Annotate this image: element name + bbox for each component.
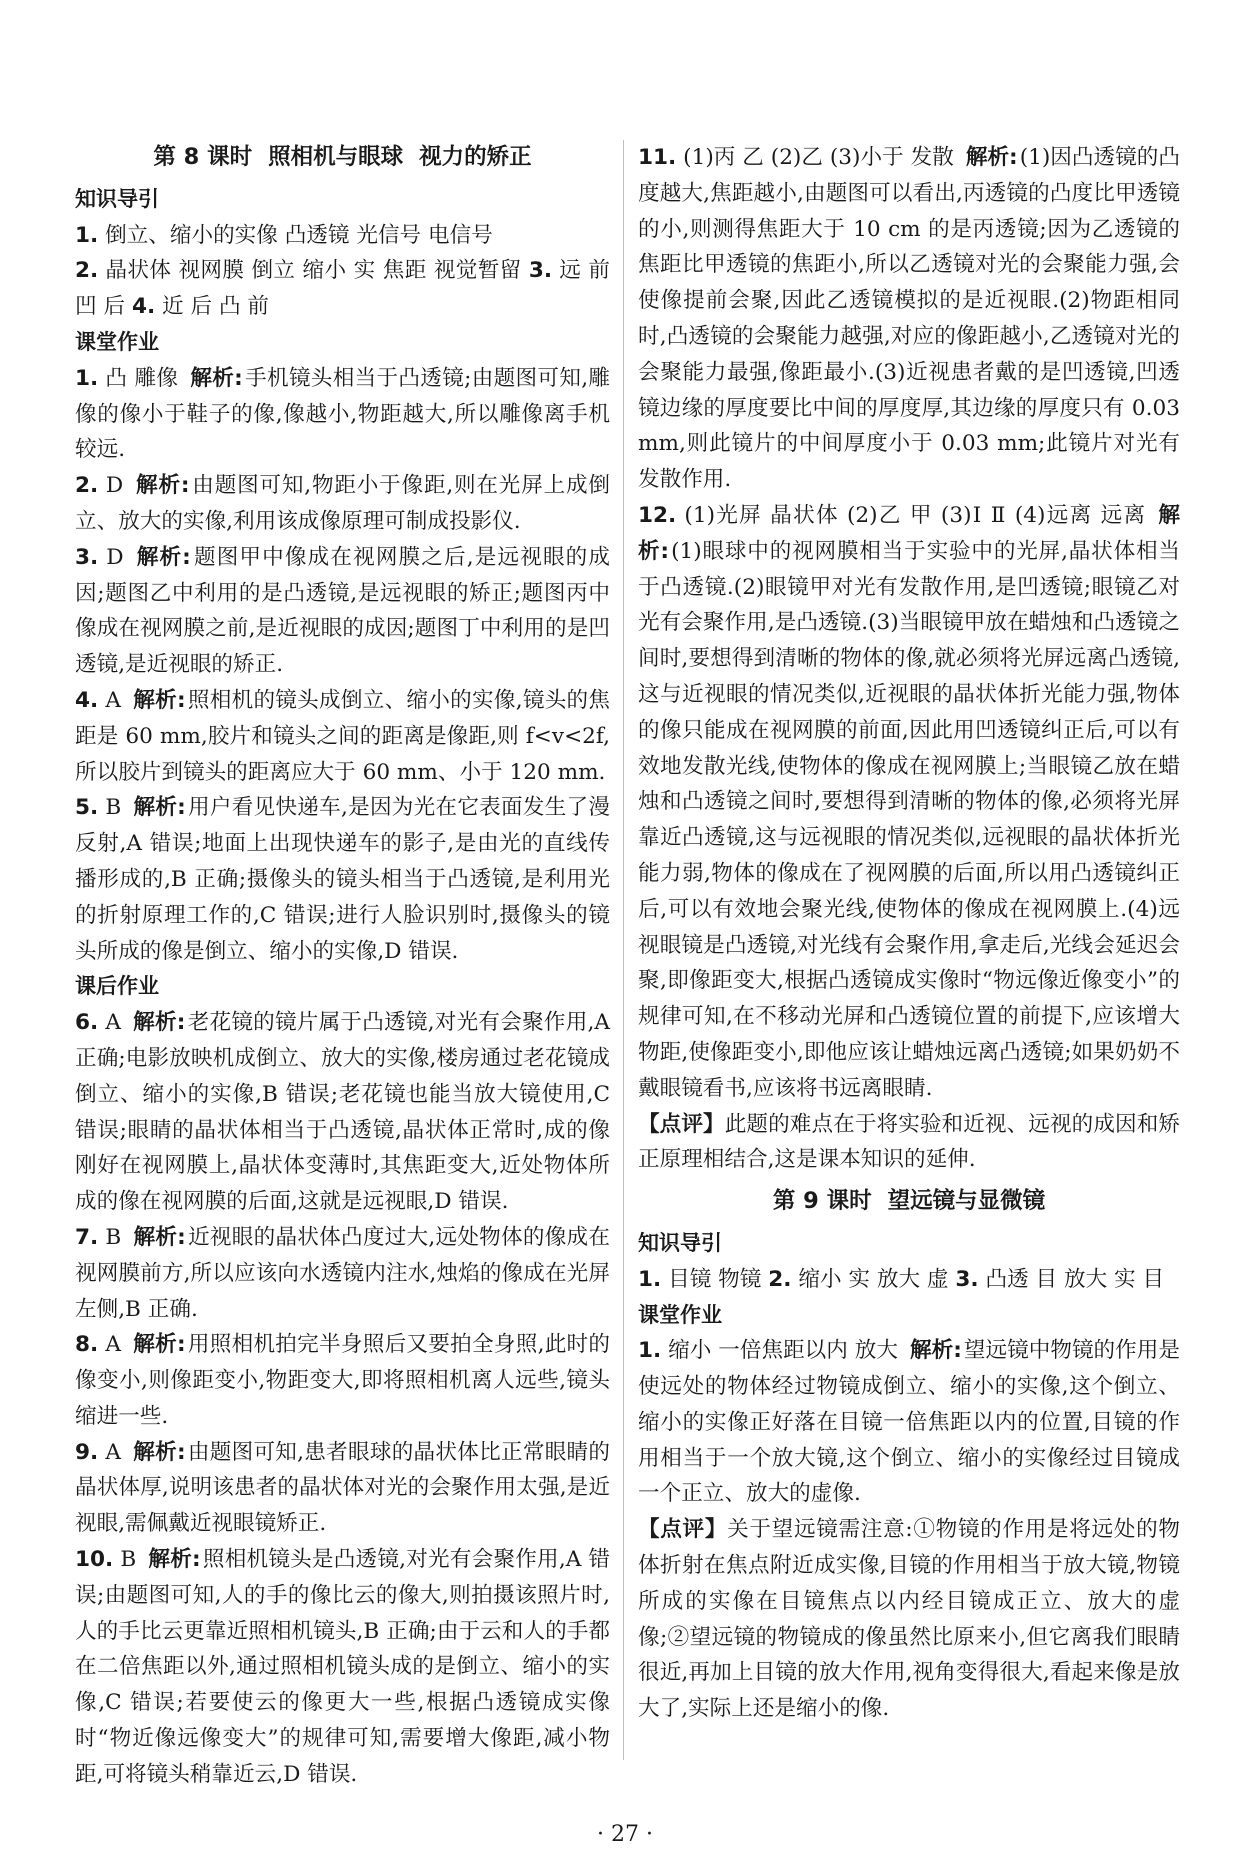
answer-item: 10. B 解析:照相机镜头是凸透镜,对光有会聚作用,A 错误;由题图可知,人的手的像比云的像大,则拍摄该照片时,人的手比云更靠近照相机镜头,B 正确;由于云和人的手都在二倍焦距以外,通过照相机镜头成的是倒立、缩小的实像,C 错误;若要使云的像更大一些,根据凸透镜成实像时“物近像远像变大”的规律可知,需要增大像距,减小物距,可将镜头稍靠近云,D 错误. (75, 1547, 610, 1787)
lesson9-knowledge: 1. 目镜 物镜 2. 缩小 实 放大 虚 3. 凸透 目 放大 实 目 (638, 1266, 1165, 1292)
lesson8-knowledge-line-2: 2. 晶状体 视网膜 倒立 缩小 实 焦距 视觉暂留 3. 远 前 凹 后 4. 近 后 凸 前 (75, 258, 611, 320)
answer-item: 3. D 解析:题图甲中像成在视网膜之后,是远视眼的成因;题图乙中利用的是凸透镜,是远视眼的矫正;题图丙中像成在视网膜之前,是近视眼的成因;题图丁中利用的是凹透镜,是近视眼的矫正. (75, 544, 611, 678)
lesson9-knowledge-heading: 知识导引 (638, 1230, 722, 1255)
lesson8-title-number: 第 8 课时 (153, 144, 253, 170)
lesson8-title-part2: 照相机与眼球 (268, 144, 404, 170)
answer-item: 8. A 解析:用照相机拍完半身照后又要拍全身照,此时的像变小,则像距变小,物距变大,即将照相机离人远些,镜头缩进一些. (75, 1332, 611, 1429)
answer-item: 4. A 解析:照相机的镜头成倒立、缩小的实像,镜头的焦距是 60 mm,胶片和镜头之间的距离是像距,则 f<v<2f,所以胶片到镜头的距离应大于 60 mm、小于 120 mm. (75, 687, 611, 785)
lesson9-classwork-heading: 课堂作业 (638, 1302, 722, 1327)
lesson9-comment: 【点评】关于望远镜需注意:①物镜的作用是将远处的物体折射在焦点附近成实像,目镜的作用相当于放大镜,物镜所成的实像在目镜焦点以内经目镜成正立、放大的虚像;②望远镜的物镜成的像虽然比原来小,但它离我们眼睛很近,再加上目镜的放大作用,视角变得很大,看起来像是放大了,实际上还是缩小的像. (638, 1517, 1180, 1722)
answer-item: 6. A 解析:老花镜的镜片属于凸透镜,对光有会聚作用,A 正确;电影放映机成倒立、放大的实像,楼房通过老花镜成倒立、缩小的实像,B 错误;老花镜也能当放大镜使用,C 错误;眼睛的晶状体相当于凸透镜,晶状体正常时,成的像刚好在视网膜上,晶状体变薄时,其焦距变大,近处物体所成的像在视网膜的后面,这就是远视眼,D 错误. (75, 1010, 610, 1215)
answer-item: 1. 缩小 一倍焦距以内 放大 解析:望远镜中物镜的作用是使远处的物体经过物镜成倒立、缩小的实像,这个倒立、缩小的实像正好落在目镜一倍焦距以内的位置,目镜的作用相当于一个放大镜,这个倒立、缩小的实像经过目镜成一个正立、放大的虚像. (638, 1338, 1180, 1507)
answer-item: 12. (1)光屏 晶状体 (2)乙 甲 (3)Ⅰ Ⅱ (4)远离 远离 解析:(1)眼球中的视网膜相当于实验中的光屏,晶状体相当于凸透镜.(2)眼镜甲对光有发散作用,是凹透镜;眼镜乙对光有会聚作用,是凸透镜.(3)当眼镜甲放在蜡烛和凸透镜之间时,要想得到清晰的物体的像,就必须将光屏远离凸透镜,这与近视眼的情况类似,近视眼的晶状体折光能力强,物体的像只能成在视网膜的前面,因此用凹透镜纠正后,可以有效地发散光线,使物体的像成在视网膜上;当眼镜乙放在蜡烛和凸透镜之间时,要想得到清晰的物体的像,必须将光屏靠近凸透镜,这与远视眼的情况类似,远视眼的晶状体折光能力弱,物体的像成在了视网膜的后面,所以用凸透镜纠正后,可以有效地会聚光线,使物体的像成在视网膜上.(4)远视眼镜是凸透镜,对光线有会聚作用,拿走后,光线会延迟会聚,即像距变大,根据凸透镜成实像时“物远像近像变小”的规律可知,在不移动光屏和凸透镜位置的前提下,应该增大物距,使像距变小,即他应该让蜡烛远离凸透镜;如果奶奶不戴眼镜看书,应该将书远离眼睛. (638, 502, 1181, 1101)
lesson9-title-part2: 望远镜与显微镜 (887, 1188, 1046, 1215)
left-column (75, 140, 610, 1793)
answer-item: 11. (1)丙 乙 (2)乙 (3)小于 发散 解析:(1)因凸透镜的凸度越大,焦距越小,由题图可以看出,丙透镜的凸度比甲透镜的小,则测得焦距大于 10 cm 的是丙透镜;因为乙透镜的焦距比甲透镜的焦距小,所以乙透镜对光的会聚能力强,会使像提前会聚,因此乙透镜模拟的是近视眼.(2)物距相同时,凸透镜的会聚能力越强,对应的像距越小,乙透镜对光的会聚能力最强,像距最小.(3)近视患者戴的是凹透镜,凹透镜边缘的厚度要比中间的厚度厚,其边缘的厚度只有 0.03 mm,则此镜片的中间厚度小于 0.03 mm;此镜片对光有发散作用. (638, 145, 1180, 493)
answer-item: 2. D 解析:由题图可知,物距小于像距,则在光屏上成倒立、放大的实像,利用该成像原理可制成投影仪. (75, 473, 610, 534)
answer-item: 7. B 解析:近视眼的晶状体凸度过大,远处物体的像成在视网膜前方,所以应该向水透镜内注水,烛焰的像成在光屏左侧,B 正确. (75, 1224, 610, 1322)
column-divider (623, 140, 624, 1760)
lesson8-title (75, 140, 610, 176)
answer-item: 1. 凸 雕像 解析:手机镜头相当于凸透镜;由题图可知,雕像的像小于鞋子的像,像越小,物距越大,所以雕像离手机较远. (75, 365, 610, 463)
lesson8-title-part3: 视力的矫正 (419, 144, 532, 170)
answer-item: 5. B 解析:用户看见快递车,是因为光在它表面发生了漫反射,A 错误;地面上出现快递车的影子,是由光的直线传播形成的,B 正确;摄像头的镜头相当于凸透镜,是利用光的折射原理工作的,C 错误;进行人脸识别时,摄像头的镜头所成的像是倒立、缩小的实像,D 错误. (75, 795, 610, 964)
answer-item: 9. A 解析:由题图可知,患者眼球的晶状体比正常眼睛的晶状体厚,说明该患者的晶状体对光的会聚作用太强,是近视眼,需佩戴近视眼镜矫正. (75, 1439, 611, 1537)
right-column (638, 140, 1180, 1727)
lesson8-classwork-heading: 课堂作业 (75, 329, 159, 354)
page-number: · 27 · (597, 1822, 653, 1847)
lesson8-knowledge-heading: 知识导引 (75, 186, 159, 211)
lesson9-title (638, 1184, 1180, 1220)
lesson8-knowledge-line-1: 1. 倒立、缩小的实像 凸透镜 光信号 电信号 (75, 222, 493, 248)
lesson8-homework-heading: 课后作业 (75, 974, 159, 999)
lesson8-comment: 【点评】此题的难点在于将实验和近视、远视的成因和矫正原理相结合,这是课本知识的延伸. (638, 1111, 1180, 1173)
lesson9-title-number: 第 9 课时 (772, 1188, 872, 1215)
